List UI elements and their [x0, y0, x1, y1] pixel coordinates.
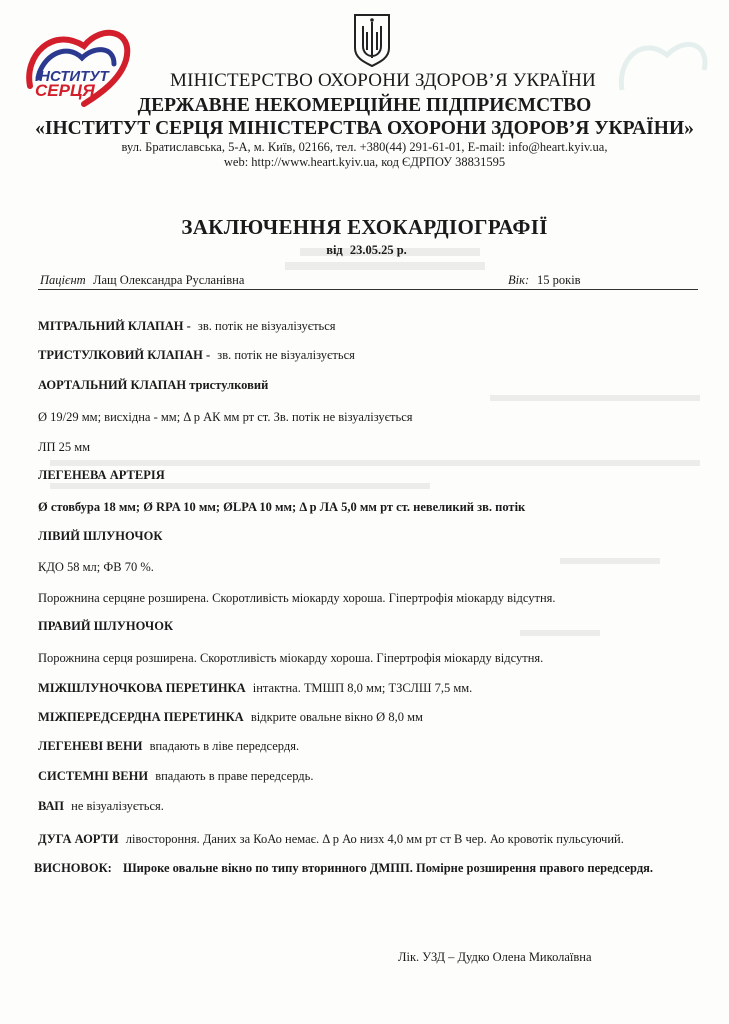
bleed-through — [490, 395, 700, 401]
age-value: 15 років — [537, 273, 581, 287]
systemic-veins-text: впадають в праве передсердь. — [155, 769, 314, 783]
logo-line-1: ІНСТИТУТ — [35, 68, 109, 85]
institute-web: web: http://www.heart.kyiv.ua, код ЄДРПОУ 38831595 — [223, 155, 506, 169]
bleed-through — [50, 460, 700, 466]
divider — [38, 289, 698, 290]
date-value: 23.05.25 р. — [349, 243, 407, 257]
patient-label: Пацієнт — [40, 273, 86, 287]
ministry-name: МІНІСТЕРСТВО ОХОРОНИ ЗДОРОВ’Я УКРАЇНИ — [170, 70, 596, 91]
ivs-title: МІЖШЛУНОЧКОВА ПЕРЕТИНКА — [38, 681, 246, 695]
ias-title: МІЖПЕРЕДСЕРДНА ПЕРЕТИНКА — [38, 710, 244, 724]
ivs-row — [38, 681, 472, 696]
systemic-veins-title: СИСТЕМНІ ВЕНИ — [38, 769, 149, 783]
aortic-valve-title: АОРТАЛЬНИЙ КЛАПАН тристулковий — [38, 378, 269, 392]
mitral-valve-title: МІТРАЛЬНИЙ КЛАПАН - — [38, 319, 191, 333]
logo-line-2: СЕРЦЯ — [35, 81, 95, 100]
tricuspid-valve-row — [38, 348, 355, 363]
mitral-valve-text: зв. потік не візуалізується — [197, 319, 336, 333]
pulmonary-veins-title: ЛЕГЕНЕВІ ВЕНИ — [38, 739, 143, 753]
institute-name: «ІНСТИТУТ СЕРЦЯ МІНІСТЕРСТВА ОХОРОНИ ЗДОРОВ’Я УКРАЇНИ» — [35, 118, 694, 139]
ukraine-trident-emblem-icon — [352, 12, 392, 68]
left-ventricle-volumes: КДО 58 мл; ФВ 70 %. — [38, 560, 154, 574]
patient-name: Лащ Олександра Русланівна — [93, 273, 245, 287]
bleed-through — [520, 630, 600, 636]
conclusion-row — [34, 861, 653, 876]
tricuspid-valve-text: зв. потік не візуалізується — [217, 348, 355, 362]
ivs-text: інтактна. ТМШП 8,0 мм; ТЗСЛШ 7,5 мм. — [252, 681, 473, 695]
mitral-valve-row — [38, 319, 336, 334]
bleed-through — [50, 483, 430, 489]
age-label: Вік: — [508, 273, 530, 287]
ias-row — [38, 710, 423, 725]
pulmonary-artery-measurements: Ø стовбура 18 мм; Ø RPA 10 мм; ØLPA 10 мм; Δ р ЛА 5,0 мм рт ст. невеликий зв. потік — [38, 500, 526, 514]
doctor-signature: Лік. УЗД – Дудко Олена Миколаївна — [398, 950, 592, 964]
left-atrium-size: ЛП 25 мм — [38, 440, 91, 454]
date-prefix: від — [326, 243, 343, 257]
tricuspid-valve-title: ТРИСТУЛКОВИЙ КЛАПАН - — [38, 348, 211, 362]
report-date — [0, 243, 729, 258]
aortic-arch-text: лівостороння. Даних за КоАо немає. Δ р Ао низх 4,0 мм рт ст В чер. Ао кровотік пульсуючий. — [125, 832, 624, 846]
aortic-arch-title: ДУГА АОРТИ — [38, 832, 119, 846]
right-ventricle-description: Порожнина серця розширена. Скоротливість міокарду хороша. Гіпертрофія міокарду відсутня. — [38, 651, 544, 665]
logo-text — [35, 70, 109, 98]
aortic-arch-row — [38, 832, 624, 847]
bleed-through — [285, 262, 485, 270]
conclusion-title: ВИСНОВОК: — [34, 861, 112, 875]
left-ventricle-title: ЛІВИЙ ШЛУНОЧОК — [38, 529, 163, 543]
pulmonary-veins-text: впадають в ліве передсердя. — [149, 739, 300, 753]
vap-title: ВАП — [38, 799, 64, 813]
right-ventricle-title: ПРАВИЙ ШЛУНОЧОК — [38, 619, 174, 633]
conclusion-text: Широке овальне вікно по типу вторинного ДМПП. Помірне розширення правого передсердя. — [122, 861, 654, 875]
aortic-valve-measurements: Ø 19/29 мм; висхідна - мм; Δ р АК мм рт ст. Зв. потік не візуалізується — [38, 410, 413, 424]
pulmonary-veins-row — [38, 739, 299, 754]
enterprise-type: ДЕРЖАВНЕ НЕКОМЕРЦІЙНЕ ПІДПРИЄМСТВО — [137, 95, 592, 116]
bleed-through — [560, 558, 660, 564]
pulmonary-artery-title: ЛЕГЕНЕВА АРТЕРІЯ — [38, 468, 165, 482]
left-ventricle-description: Порожнина серцяне розширена. Скоротливість міокарду хороша. Гіпертрофія міокарду відсутня. — [38, 591, 556, 605]
institute-address: вул. Братиславська, 5-А, м. Київ, 02166, тел. +380(44) 291-61-01, E-mail: info@heart.kyiv.ua, — [121, 140, 608, 154]
systemic-veins-row — [38, 769, 314, 784]
report-title: ЗАКЛЮЧЕННЯ ЕХОКАРДІОГРАФІЇ — [181, 215, 548, 239]
vap-row — [38, 799, 164, 814]
vap-text: не візуалізується. — [71, 799, 164, 813]
ias-text: відкрите овальне вікно Ø 8,0 мм — [250, 710, 423, 724]
